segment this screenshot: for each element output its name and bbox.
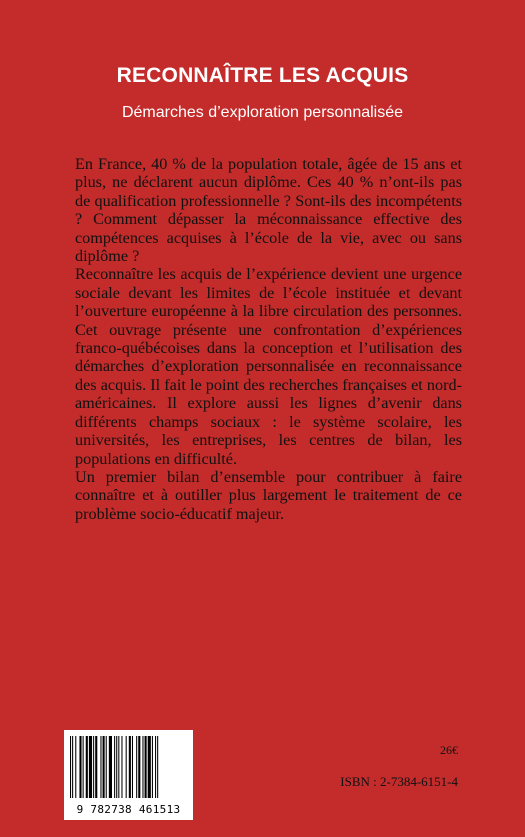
barcode-bar [152, 736, 153, 798]
barcode-bar [79, 736, 81, 798]
book-title: RECONNAÎTRE LES ACQUIS [116, 64, 409, 87]
barcode [64, 730, 193, 820]
barcode-bar [118, 736, 119, 798]
barcode-bar [75, 736, 76, 798]
barcode-bar [142, 736, 143, 798]
blurb-paragraph-3: Un premier bilan d’ensemble pour contribuer à faire connaître et à outiller plus largement le traitement de ce problème socio-éducatif majeur. [75, 467, 462, 523]
barcode-bar [129, 736, 131, 798]
isbn-label: ISBN : 2-7384-6151-4 [340, 774, 458, 789]
barcode-bar [116, 736, 117, 798]
barcode-bar [109, 736, 112, 798]
barcode-bar [89, 736, 92, 798]
barcode-bars [68, 736, 189, 798]
book-subtitle: Démarches d’exploration personnalisée [121, 104, 404, 121]
barcode-bar [132, 736, 133, 798]
barcode-bar [136, 736, 137, 798]
barcode-bar [70, 736, 71, 798]
blurb-text [75, 155, 462, 523]
barcode-bar [106, 736, 107, 798]
price-label: 26€ [440, 743, 458, 757]
barcode-bar [145, 736, 147, 798]
barcode-bar [126, 736, 127, 798]
barcode-bar [157, 736, 158, 798]
barcode-number: 9 782738 461513 [76, 803, 181, 816]
barcode-bar [148, 736, 151, 798]
barcode-bar [93, 736, 94, 798]
barcode-bar [121, 736, 122, 798]
barcode-bar [86, 736, 88, 798]
barcode-bar [100, 736, 101, 798]
barcode-bar [103, 736, 105, 798]
barcode-bar [72, 736, 73, 798]
barcode-bar [114, 736, 115, 798]
blurb-paragraph-1: En France, 40 % de la population totale, âgée de 15 ans et plus, ne déclarent aucun diplôme. Ces 40 % n’ont-ils pas de qualification professionnelle ? Sont-ils des incompétents ? Comment dépasser la méconnaissance effective des compétences acquises à l’école de la vie, avec ou sans diplôme ? [75, 155, 462, 266]
barcode-bar [83, 736, 84, 798]
barcode-bar [155, 736, 156, 798]
blurb-paragraph-2: Reconnaître les acquis de l’expérience devient une urgence sociale devant les limites de l’école instituée et devant l’ouverture européenne à la libre circulation des personnes. Cet ouvrage présente une confrontation d’expériences franco-québécoises dans la conception et l’utilisation des démarches d’exploration personnalisée en reconnaissance des acquis. Il fait le point des recherches françaises et nord-américaines. Il explore aussi les lignes d’avenir dans différents champs sociaux : le système scolaire, les universités, les entreprises, les centres de bilan, les populations en difficulté. [75, 265, 462, 468]
barcode-bar [138, 736, 140, 798]
barcode-bar [95, 736, 97, 798]
